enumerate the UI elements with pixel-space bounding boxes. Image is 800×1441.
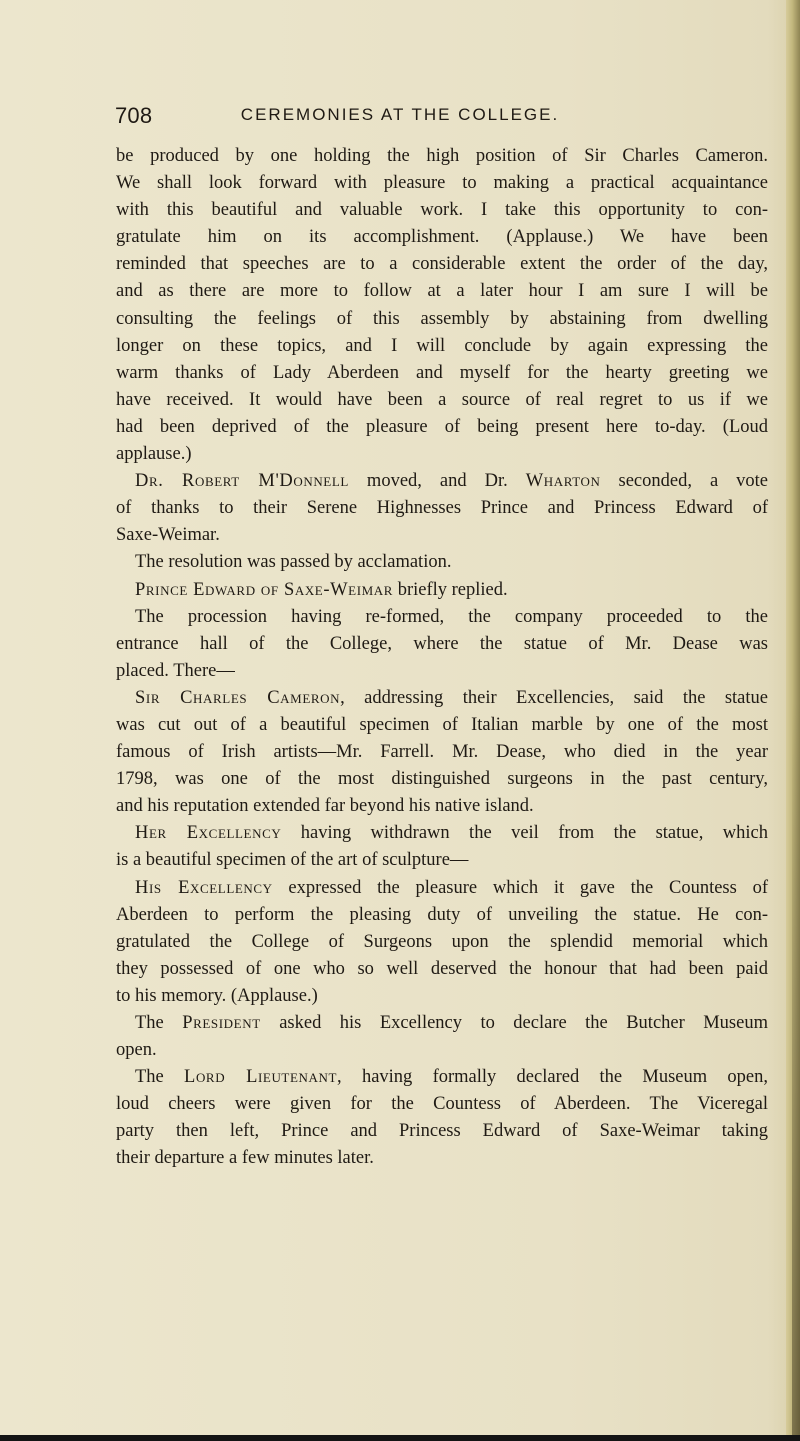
text-fragment: loud cheers were given for the Countess of Aberdeen. The Viceregal <box>116 1094 768 1115</box>
text-fragment: asked his Excellency to declare the Butcher Museum <box>260 1013 768 1033</box>
text-line <box>116 468 768 495</box>
small-caps-name: Lord Lieutenant <box>184 1067 338 1088</box>
text-line <box>116 1118 768 1145</box>
text-fragment: The resolution was passed by acclamation. <box>135 552 452 573</box>
text-fragment: expressed the pleasure which it gave the Countess of <box>272 877 768 898</box>
text-line <box>116 604 768 631</box>
text-fragment: longer on these topics, and I will conclude by again expressing the <box>116 335 768 356</box>
text-line <box>116 522 768 549</box>
page-header <box>0 103 800 133</box>
text-fragment: famous of Irish artists—Mr. Farrell. Mr. Dease, who died in the year <box>116 742 768 763</box>
small-caps-name: Dr. Robert M'Donnell <box>135 471 349 492</box>
text-line <box>116 278 768 305</box>
text-line <box>116 902 768 929</box>
text-fragment: with this beautiful and valuable work. I take this opportunity to con- <box>116 200 768 221</box>
text-fragment: had been deprived of the pleasure of being present here to-day. (Loud <box>116 416 768 437</box>
body-text <box>116 143 768 1173</box>
text-fragment: moved, and Dr. <box>348 471 526 492</box>
text-line <box>116 197 768 224</box>
text-line <box>116 441 768 468</box>
text-fragment: is a beautiful specimen of the art of sculpture— <box>116 850 469 871</box>
text-line <box>116 658 768 685</box>
text-line <box>116 495 768 522</box>
text-fragment: and his reputation extended far beyond his native island. <box>116 796 534 817</box>
text-line <box>116 766 768 793</box>
text-fragment: applause.) <box>116 444 192 465</box>
text-fragment: they possessed of one who so well deserved the honour that had been paid <box>116 958 768 979</box>
text-line <box>116 956 768 983</box>
text-line <box>116 577 768 604</box>
text-fragment: consulting the feelings of this assembly by abstaining from dwelling <box>116 308 768 329</box>
text-fragment: of thanks to their Serene Highnesses Prince and Princess Edward of <box>116 498 768 519</box>
text-line <box>116 387 768 414</box>
text-line <box>116 631 768 658</box>
running-head: CEREMONIES AT THE COLLEGE. <box>240 105 560 124</box>
text-fragment: having withdrawn the veil from the statue, which <box>281 823 768 844</box>
text-line <box>116 360 768 387</box>
text-fragment: The <box>135 1013 183 1033</box>
text-fragment: reminded that speeches are to a considerable extent the order of the day, <box>116 254 768 275</box>
text-fragment: their departure a few minutes later. <box>116 1148 374 1169</box>
text-fragment: Aberdeen to perform the pleasing duty of unveiling the statue. He con- <box>116 904 768 925</box>
text-line <box>116 983 768 1010</box>
text-line <box>116 793 768 820</box>
text-line <box>116 739 768 766</box>
text-line <box>116 224 768 251</box>
text-fragment: and as there are more to follow at a later hour I am sure I will be <box>116 281 768 302</box>
small-caps-name: Her Excellency <box>135 823 282 844</box>
text-fragment: We shall look forward with pleasure to making a practical acquaintance <box>116 173 768 194</box>
text-fragment: briefly replied. <box>393 579 508 600</box>
text-line <box>116 1091 768 1118</box>
page-right-edge-shadow <box>786 0 800 1441</box>
text-line <box>116 1010 768 1037</box>
text-line <box>116 847 768 874</box>
text-line <box>116 170 768 197</box>
text-fragment: warm thanks of Lady Aberdeen and myself for the hearty greeting we <box>116 362 768 383</box>
text-fragment: gratulate him on its accomplishment. (Applause.) We have been <box>116 227 768 248</box>
small-caps-name: Wharton <box>525 471 601 492</box>
text-line <box>116 712 768 739</box>
text-line <box>116 1064 768 1091</box>
text-line <box>116 1037 768 1064</box>
text-fragment: have received. It would have been a source of real regret to us if we <box>116 389 768 410</box>
small-caps-name: President <box>182 1013 261 1033</box>
small-caps-name: Prince Edward of Saxe-Weimar <box>135 579 394 600</box>
text-line <box>116 1145 768 1172</box>
text-line <box>116 333 768 360</box>
text-fragment: 1798, was one of the most distinguished surgeons in the past century, <box>116 769 768 790</box>
text-line <box>116 549 768 576</box>
text-line <box>116 929 768 956</box>
text-fragment: was cut out of a beautiful specimen of Italian marble by one of the most <box>116 714 768 735</box>
page-number: 708 <box>115 103 153 128</box>
text-fragment: The <box>135 1067 185 1088</box>
text-fragment: seconded, a vote <box>600 471 768 492</box>
bottom-rule <box>0 1435 800 1441</box>
text-line <box>116 820 768 847</box>
text-fragment: party then left, Prince and Princess Edward of Saxe-Weimar taking <box>116 1121 768 1142</box>
text-fragment: placed. There— <box>116 660 235 681</box>
text-fragment: gratulated the College of Surgeons upon the splendid memorial which <box>116 931 768 952</box>
text-fragment: be produced by one holding the high position of Sir Charles Cameron. <box>116 146 768 166</box>
text-line <box>116 143 768 170</box>
text-line <box>116 306 768 333</box>
text-fragment: open. <box>116 1040 157 1061</box>
text-fragment: The procession having re-formed, the company proceeded to the <box>135 606 768 627</box>
text-fragment: Saxe-Weimar. <box>116 525 220 546</box>
text-fragment: entrance hall of the College, where the statue of Mr. Dease was <box>116 633 768 654</box>
text-fragment: to his memory. (Applause.) <box>116 985 318 1006</box>
text-line <box>116 685 768 712</box>
text-fragment: , having formally declared the Museum open, <box>337 1067 768 1088</box>
text-fragment: , addressing their Excellencies, said the statue <box>340 687 768 708</box>
small-caps-name: Sir Charles Cameron <box>135 687 341 708</box>
small-caps-name: His Excellency <box>135 877 273 898</box>
text-line <box>116 251 768 278</box>
text-line <box>116 414 768 441</box>
text-line <box>116 875 768 902</box>
